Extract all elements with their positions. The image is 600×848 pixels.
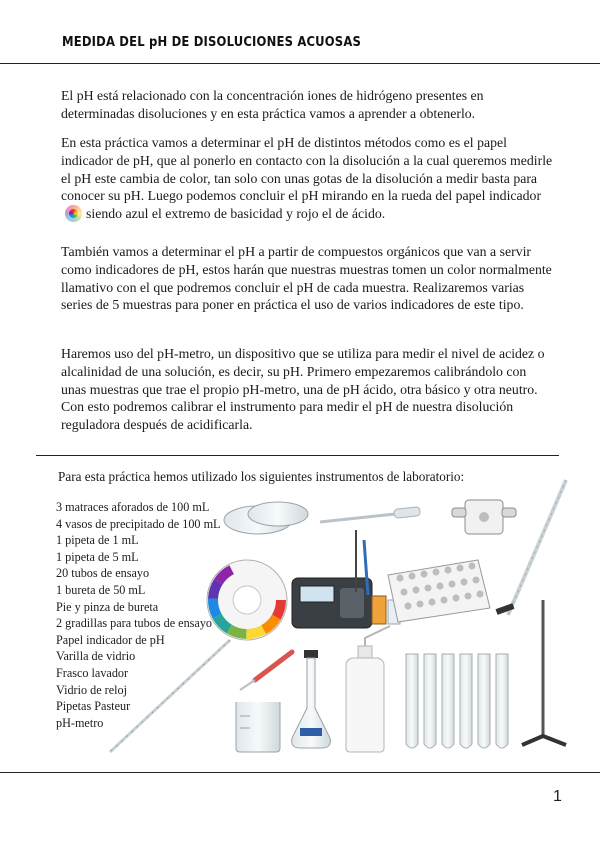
paragraph-intro: El pH está relacionado con la concentración iones de hidrógeno presentes en determinadas disoluciones y en esta práctica vamos a aprender a obtenerlo. bbox=[61, 88, 484, 121]
list-item: Pipetas Pasteur bbox=[56, 699, 131, 714]
pasteur-pipette-icon bbox=[320, 507, 420, 522]
list-item: Frasco lavador bbox=[56, 665, 129, 680]
ph-color-wheel-icon bbox=[65, 205, 82, 222]
burette-icon bbox=[496, 480, 566, 615]
paragraph-indicator-paper-text-b: siendo azul el extremo de basicidad y rojo el de ácido. bbox=[86, 206, 386, 222]
watch-glass-icon bbox=[224, 502, 308, 534]
instruments-intro: Para esta práctica hemos utilizado los siguientes instrumentos de laboratorio: bbox=[58, 469, 465, 484]
list-item: Vidrio de reloj bbox=[56, 682, 128, 697]
list-item: pH-metro bbox=[56, 715, 104, 730]
beaker-icon bbox=[236, 702, 280, 752]
list-item: 2 gradillas para tubos de ensayo bbox=[56, 616, 213, 631]
paragraph-ph-meter: Haremos uso del pH-metro, un dispositivo que se utiliza para medir el nivel de acidez o alcalinidad de una solución, es decir, su pH. Primero empezaremos calibrándolo con unas muestras que trae el propio pH-metro, una de pH ácido, otra básico y otra neutro. Con esto podremos calibrar el instrumento para medir el pH de nuestra disolución reguladora después de acidificarla. bbox=[61, 346, 545, 433]
pipette-icon bbox=[240, 652, 292, 690]
list-item: Papel indicador de pH bbox=[56, 632, 165, 647]
section-divider bbox=[36, 455, 559, 456]
list-item: 1 bureta de 50 mL bbox=[56, 582, 146, 597]
list-item: 4 vasos de precipitado de 100 mL bbox=[56, 516, 221, 531]
list-item: 1 pipeta de 1 mL bbox=[56, 533, 139, 548]
list-item: Pie y pinza de bureta bbox=[56, 599, 159, 614]
lab-equipment-illustration bbox=[100, 476, 580, 766]
burette-stand-icon bbox=[522, 600, 566, 745]
paragraph-indicator-paper-text-a: En esta práctica vamos a determinar el pH de distintos métodos como es el papel indicador de pH, que al ponerlo en contacto con la disolución a la cual queremos medirle el pH este cambia de color, tan solo con unas gotas de la disolución a medir basta para conocer su pH. Luego podemos concluir el pH mirando en la rueda del papel indicador bbox=[61, 135, 553, 204]
footer-divider bbox=[0, 772, 600, 773]
ph-meter-icon bbox=[292, 530, 400, 628]
ph-indicator-paper-wheel-icon bbox=[207, 560, 287, 640]
list-item: 3 matraces aforados de 100 mL bbox=[56, 500, 210, 514]
list-item: 1 pipeta de 5 mL bbox=[56, 549, 139, 564]
page-number: 1 bbox=[553, 788, 562, 805]
volumetric-flask-icon bbox=[292, 650, 331, 748]
list-item: Varilla de vidrio bbox=[56, 649, 136, 664]
paragraph-organic-indicators: También vamos a determinar el pH a partir de compuestos orgánicos que van a servir como indicadores de pH, estos harán que nuestras muestras tomen un color normalmente llamativo con el que podremos concluir el pH de cada muestra. Realizaremos varias series de 5 muestras para poner en práctica el uso de varios indicadores de este tipo. bbox=[61, 244, 552, 313]
paragraph-indicator-paper bbox=[61, 134, 553, 223]
list-item: 20 tubos de ensayo bbox=[56, 566, 150, 581]
graduated-pipette-icon bbox=[110, 640, 230, 752]
wash-bottle-icon bbox=[346, 626, 390, 752]
page-title: MEDIDA DEL pH DE DISOLUCIONES ACUOSAS bbox=[62, 34, 362, 50]
burette-clamp-icon bbox=[452, 500, 516, 534]
test-tubes-icon bbox=[406, 654, 508, 748]
header-divider bbox=[0, 63, 600, 64]
test-tube-rack-icon bbox=[388, 560, 490, 622]
